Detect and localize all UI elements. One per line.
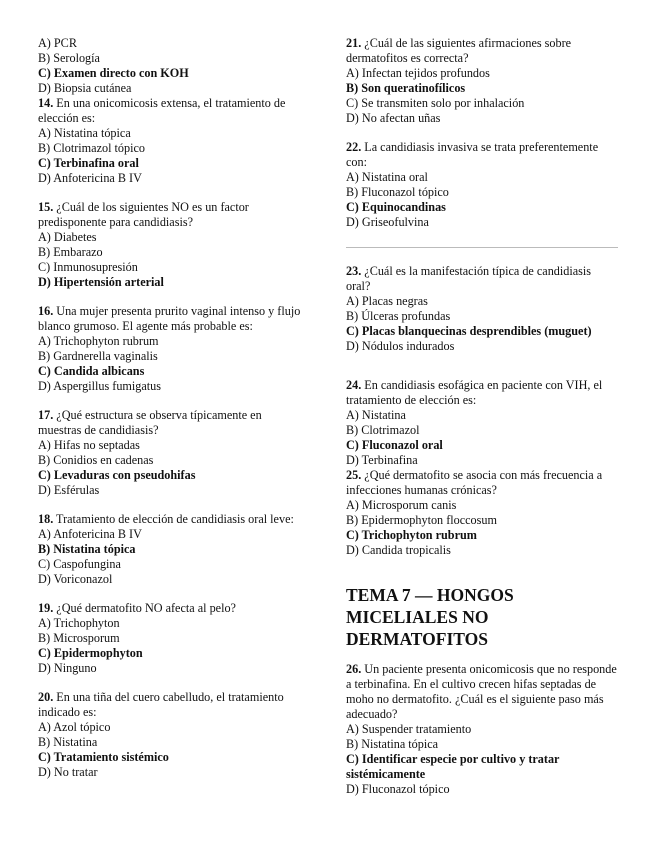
- divider: [346, 247, 618, 248]
- option-b: B) Serología: [38, 51, 100, 65]
- option: A) Nistatina: [346, 408, 406, 422]
- question-stem: ¿Qué estructura se observa típicamente en muestras de candidiasis?: [38, 408, 262, 437]
- option: D) Aspergillus fumigatus: [38, 379, 161, 393]
- question-text: [346, 378, 618, 408]
- option: B) Clotrimazol tópico: [38, 141, 145, 155]
- question-block: [346, 662, 618, 797]
- question-stem: ¿Qué dermatofito se asocia con más frecuencia a infecciones humanas crónicas?: [346, 468, 603, 497]
- answer-option: C) Trichophyton rubrum: [346, 528, 477, 542]
- option: B) Nistatina: [38, 735, 98, 749]
- question-block: [38, 690, 306, 780]
- option: B) Microsporum: [38, 631, 120, 645]
- option: D) Voriconazol: [38, 572, 113, 586]
- question-stem: Tratamiento de elección de candidiasis oral leve:: [53, 512, 294, 526]
- question-block: [38, 408, 306, 498]
- question-stem: En una tiña del cuero cabelludo, el tratamiento indicado es:: [38, 690, 284, 719]
- answer-option: C) Placas blanquecinas desprendibles (muguet): [346, 324, 592, 338]
- right-column: [346, 36, 618, 797]
- answer-option: C) Levaduras con pseudohifas: [38, 468, 196, 482]
- question-stem: En una onicomicosis extensa, el tratamiento de elección es:: [38, 96, 286, 125]
- right-question-list: [346, 36, 618, 230]
- option: D) No tratar: [38, 765, 98, 779]
- option: A) Hifas no septadas: [38, 438, 140, 452]
- question-stem: ¿Cuál de los siguientes NO es un factor predisponente para candidiasis?: [38, 200, 249, 229]
- question-26: [346, 662, 618, 797]
- question-text: [346, 140, 618, 170]
- answer-option: C) Candida albicans: [38, 364, 145, 378]
- question-24: [346, 378, 618, 468]
- question-text: [38, 601, 306, 616]
- option: C) Caspofungina: [38, 557, 121, 571]
- question-text: [346, 662, 618, 722]
- answer-option: C) Tratamiento sistémico: [38, 750, 169, 764]
- option: D) Esférulas: [38, 483, 100, 497]
- question-number: 25.: [346, 468, 362, 482]
- question-stem: En candidiasis esofágica en paciente con VIH, el tratamiento de elección es:: [346, 378, 603, 407]
- option-d: D) Biopsia cutánea: [38, 81, 132, 95]
- question-text: [346, 264, 618, 294]
- question-number: 22.: [346, 140, 362, 154]
- option: D) Fluconazol tópico: [346, 782, 450, 796]
- option-c-answer: C) Examen directo con KOH: [38, 66, 189, 80]
- question-block: [38, 512, 306, 587]
- question-number: 21.: [346, 36, 362, 50]
- question-block: [38, 601, 306, 676]
- question-block: [346, 468, 618, 558]
- question-number: 23.: [346, 264, 362, 278]
- question-stem: ¿Cuál es la manifestación típica de candidiasis oral?: [346, 264, 592, 293]
- option: D) Anfotericina B IV: [38, 171, 142, 185]
- answer-option: B) Son queratinofílicos: [346, 81, 466, 95]
- option: A) Placas negras: [346, 294, 428, 308]
- answer-option: C) Epidermophyton: [38, 646, 143, 660]
- question-number: 24.: [346, 378, 362, 392]
- option: A) Microsporum canis: [346, 498, 457, 512]
- question-number: 19.: [38, 601, 54, 615]
- option: B) Fluconazol tópico: [346, 185, 449, 199]
- question-23: [346, 264, 618, 354]
- question-block: [38, 304, 306, 394]
- question-stem: ¿Cuál de las siguientes afirmaciones sobre dermatofitos es correcta?: [346, 36, 572, 65]
- option: A) Nistatina tópica: [38, 126, 131, 140]
- answer-option: C) Identificar especie por cultivo y tratar sistémicamente: [346, 752, 560, 781]
- answer-option: C) Equinocandinas: [346, 200, 446, 214]
- answer-option: D) Hipertensión arterial: [38, 275, 164, 289]
- option: A) Nistatina oral: [346, 170, 428, 184]
- question-stem: Una mujer presenta prurito vaginal intenso y flujo blanco grumoso. El agente más probable es:: [38, 304, 301, 333]
- option: D) No afectan uñas: [346, 111, 441, 125]
- question-text: [346, 468, 618, 498]
- question-text: [38, 408, 306, 438]
- option: B) Conidios en cadenas: [38, 453, 154, 467]
- question-25: [346, 468, 618, 558]
- question-stem: Un paciente presenta onicomicosis que no responde a terbinafina. En el cultivo crecen hifas septadas de moho no dermatofito. ¿Cuál es el siguiente paso más adecuado?: [346, 662, 617, 721]
- option: D) Terbinafina: [346, 453, 418, 467]
- question-text: [38, 512, 306, 527]
- option: A) Trichophyton: [38, 616, 120, 630]
- option: D) Candida tropicalis: [346, 543, 451, 557]
- option: B) Embarazo: [38, 245, 103, 259]
- option: D) Griseofulvina: [346, 215, 429, 229]
- question-number: 15.: [38, 200, 54, 214]
- question-text: [38, 690, 306, 720]
- question-block: [38, 200, 306, 290]
- lead-options: [38, 36, 306, 96]
- question-block: [346, 264, 618, 354]
- option: A) Infectan tejidos profundos: [346, 66, 490, 80]
- option: C) Inmunosupresión: [38, 260, 138, 274]
- question-block: [38, 96, 306, 186]
- option: B) Epidermophyton floccosum: [346, 513, 497, 527]
- option: D) Nódulos indurados: [346, 339, 455, 353]
- answer-option: C) Terbinafina oral: [38, 156, 139, 170]
- question-block: [346, 378, 618, 468]
- question-text: [38, 96, 306, 126]
- left-column: [38, 36, 306, 780]
- question-text: [38, 304, 306, 334]
- option: D) Ninguno: [38, 661, 97, 675]
- question-number: 16.: [38, 304, 54, 318]
- option: C) Se transmiten solo por inhalación: [346, 96, 525, 110]
- question-text: [346, 36, 618, 66]
- question-stem: La candidiasis invasiva se trata preferentemente con:: [346, 140, 599, 169]
- answer-option: C) Fluconazol oral: [346, 438, 443, 452]
- option: A) Azol tópico: [38, 720, 111, 734]
- option: B) Gardnerella vaginalis: [38, 349, 158, 363]
- question-block: [346, 140, 618, 230]
- question-block: [346, 36, 618, 126]
- option: B) Nistatina tópica: [346, 737, 439, 751]
- question-number: 26.: [346, 662, 362, 676]
- option: A) Suspender tratamiento: [346, 722, 472, 736]
- left-question-list: [38, 96, 306, 780]
- option: A) Anfotericina B IV: [38, 527, 142, 541]
- answer-option: B) Nistatina tópica: [38, 542, 136, 556]
- question-number: 20.: [38, 690, 54, 704]
- option: A) Diabetes: [38, 230, 97, 244]
- question-number: 17.: [38, 408, 54, 422]
- section-heading: TEMA 7 — HONGOS MICELIALES NO DERMATOFITOS: [346, 585, 514, 649]
- question-text: [38, 200, 306, 230]
- question-number: 14.: [38, 96, 54, 110]
- option-a: A) PCR: [38, 36, 77, 50]
- option: B) Úlceras profundas: [346, 309, 451, 323]
- option: B) Clotrimazol: [346, 423, 420, 437]
- option: A) Trichophyton rubrum: [38, 334, 159, 348]
- question-stem: ¿Qué dermatofito NO afecta al pelo?: [53, 601, 236, 615]
- question-number: 18.: [38, 512, 54, 526]
